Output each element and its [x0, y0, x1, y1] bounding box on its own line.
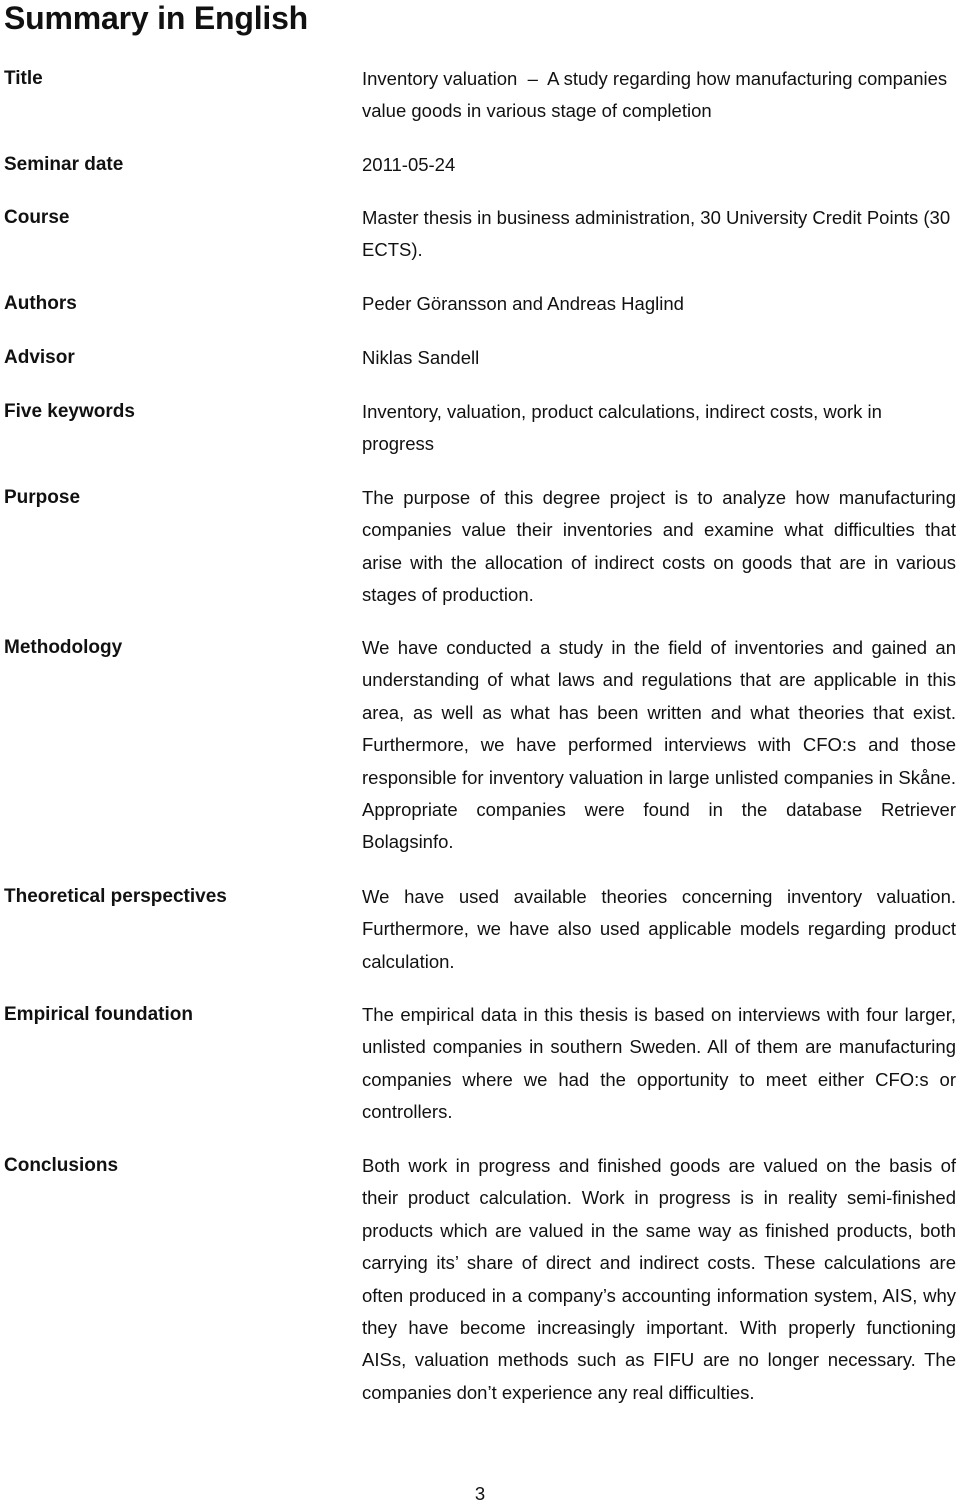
- label-title: Title: [4, 68, 43, 89]
- label-course: Course: [4, 207, 70, 228]
- label-theoretical-perspectives: Theoretical perspectives: [4, 886, 227, 907]
- value-authors: Peder Göransson and Andreas Haglind: [362, 293, 684, 314]
- label-keywords: Five keywords: [4, 401, 135, 422]
- value-advisor: Niklas Sandell: [362, 347, 480, 368]
- value-seminar-date: 2011-05-24: [362, 154, 456, 175]
- label-methodology: Methodology: [4, 637, 123, 658]
- label-purpose: Purpose: [4, 487, 81, 508]
- page-number: 3: [474, 1483, 486, 1504]
- value-empirical-foundation: The empirical data in this thesis is based on interviews with four larger, unlisted companies in southern Sweden. All of them are manufacturing companies where we had the opportunity to meet either CFO:s or controllers.: [362, 1004, 956, 1123]
- label-seminar-date: Seminar date: [4, 154, 124, 175]
- value-title: Inventory valuation – A study regarding how manufacturing companies value goods in various stage of completion: [362, 68, 953, 122]
- label-authors: Authors: [4, 293, 77, 314]
- value-theoretical-perspectives: We have used available theories concerning inventory valuation. Furthermore, we have also used applicable models regarding product calculation.: [362, 886, 956, 972]
- label-empirical-foundation: Empirical foundation: [4, 1004, 193, 1025]
- label-advisor: Advisor: [4, 347, 75, 368]
- value-purpose: The purpose of this degree project is to analyze how manufacturing companies value their inventories and examine what difficulties that arise with the allocation of indirect costs on goods that are in various stages of production.: [362, 487, 956, 606]
- value-course: Master thesis in business administration, 30 University Credit Points (30 ECTS).: [362, 207, 951, 261]
- value-keywords: Inventory, valuation, product calculations, indirect costs, work in progress: [362, 401, 882, 455]
- page-heading: Summary in English: [4, 0, 309, 36]
- label-conclusions: Conclusions: [4, 1155, 119, 1176]
- value-methodology: We have conducted a study in the field of inventories and gained an understanding of what laws and regulations that are applicable in this area, as well as what has been written and what theories that exist. Furthermore, we have performed interviews with CFO:s and those responsible for inventory valuation in large unlisted companies in Skåne. Appropriate companies were found in the database Retriever Bolagsinfo.: [362, 637, 956, 853]
- value-conclusions: Both work in progress and finished goods are valued on the basis of their product calculation. Work in progress is in reality semi-finished products which are valued in the same way as finished products, both carrying its’ share of direct and indirect costs. These calculations are often produced in a company’s accounting information system, AIS, why they have become increasingly important. With properly functioning AISs, valuation methods such as FIFU are no longer necessary. The companies don’t experience any real difficulties.: [362, 1155, 956, 1403]
